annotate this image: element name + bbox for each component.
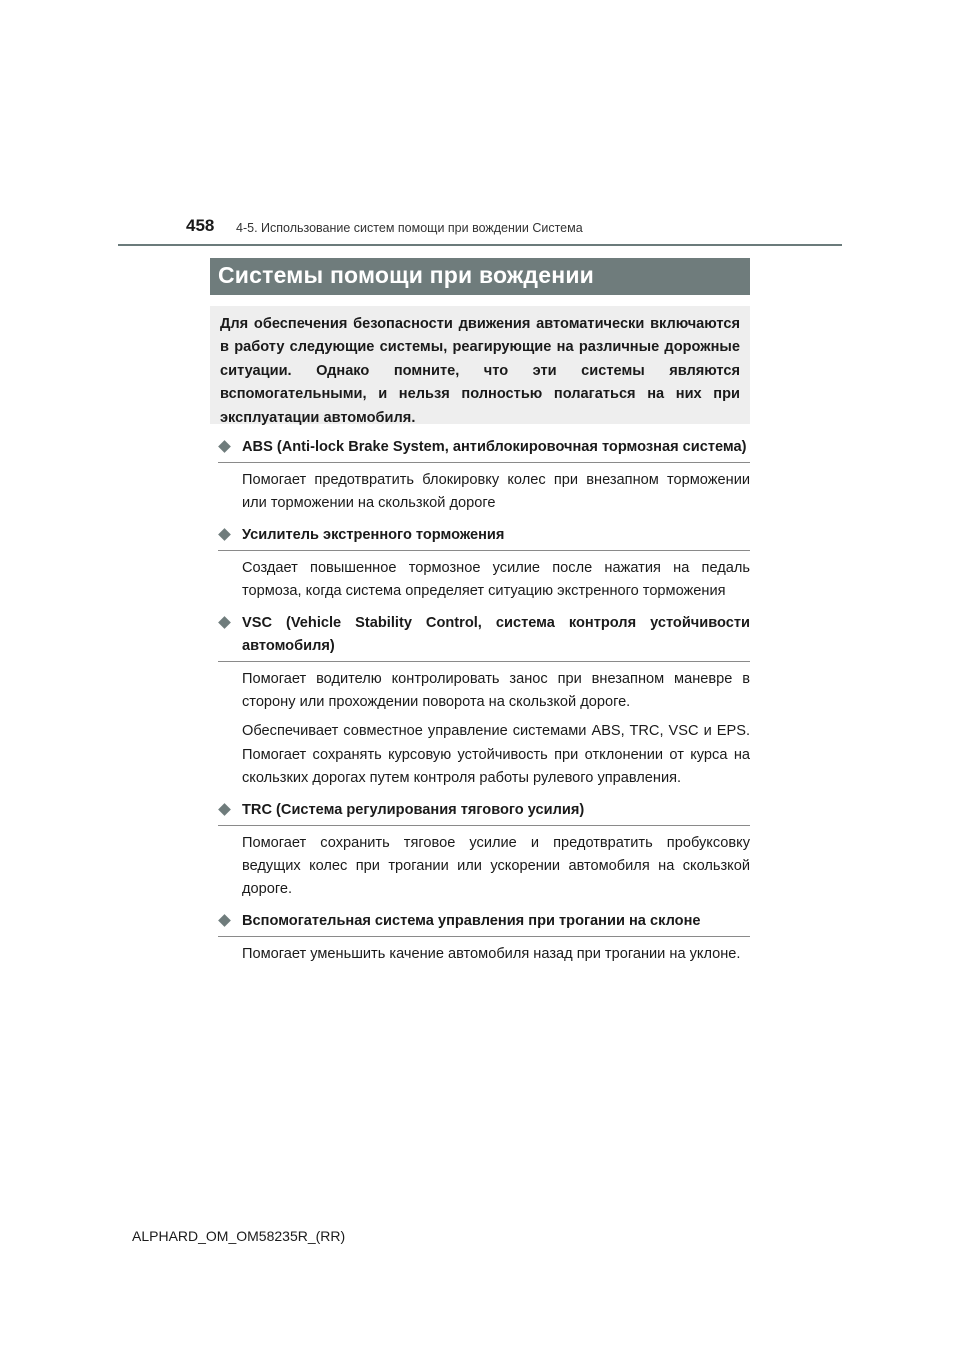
feature-vsc [218, 612, 750, 791]
intro-box [210, 306, 750, 424]
feature-paragraph: Помогает водителю контролировать занос при внезапном маневре в сторону или прохождении поворота на скользкой дороге. [242, 670, 750, 711]
diamond-bullet-icon [218, 803, 231, 816]
feature-heading-text: VSC (Vehicle Stability Control, система контроля устойчивости автомобиля) [242, 614, 750, 654]
feature-paragraph: Помогает сохранить тяговое усилие и предотвратить пробуксовку ведущих колес при трогании или ускорении автомобиля на скользкой дороге. [242, 834, 750, 898]
chapter-title: 4-5. Использование систем помощи при вождении Система [236, 221, 583, 235]
feature-heading-text: Вспомогательная система управления при трогании на склоне [242, 912, 701, 929]
diamond-bullet-icon [218, 528, 231, 541]
diamond-bullet-icon [218, 616, 231, 629]
diamond-bullet-icon [218, 914, 231, 927]
feature-body [218, 826, 750, 902]
feature-paragraph: Создает повышенное тормозное усилие после нажатия на педаль тормоза, когда система определяет ситуацию экстренного торможения [242, 559, 750, 600]
feature-paragraph: Помогает предотвратить блокировку колес при внезапном торможении или торможении на скользкой дороге [242, 472, 750, 512]
feature-heading [218, 799, 750, 826]
feature-heading-text: ABS (Anti-lock Brake System, антиблокировочная тормозная система) [242, 439, 747, 455]
feature-list [218, 436, 750, 972]
header-divider [118, 244, 842, 246]
feature-heading [218, 910, 750, 937]
feature-body [218, 463, 750, 516]
intro-text: Для обеспечения безопасности движения автоматически включаются в работу следующие системы, реагирующие на различные дорожные ситуации. Однако помните, что эти системы являются вспомогательными, и нельзя полностью полагаться на них при эксплуатации автомобиля. [220, 316, 740, 426]
feature-paragraph: Помогает уменьшить качение автомобиля назад при трогании на уклоне. [242, 945, 741, 962]
feature-paragraph: Обеспечивает совместное управление системами ABS, TRC, VSC и EPS. Помогает сохранять курсовую устойчивость при отклонении от курса на скользких дорогах путем контроля работы рулевого управления. [242, 723, 750, 787]
section-banner [210, 258, 750, 295]
feature-body [218, 662, 750, 791]
document-code: ALPHARD_OM_OM58235R_(RR) [132, 1228, 346, 1244]
feature-heading [218, 436, 750, 463]
feature-hill-start-assist [218, 910, 750, 966]
section-title: Системы помощи при вождении [218, 262, 594, 288]
feature-body [218, 937, 750, 966]
feature-body [218, 551, 750, 604]
feature-brake-assist [218, 524, 750, 604]
feature-heading [218, 612, 750, 662]
page-header [0, 0, 960, 250]
page-number: 458 [186, 216, 215, 235]
feature-abs [218, 436, 750, 516]
feature-heading-text: Усилитель экстренного торможения [242, 526, 505, 543]
feature-heading [218, 524, 750, 551]
feature-trc [218, 799, 750, 902]
diamond-bullet-icon [218, 440, 231, 453]
feature-heading-text: TRC (Система регулирования тягового усилия) [242, 801, 585, 818]
